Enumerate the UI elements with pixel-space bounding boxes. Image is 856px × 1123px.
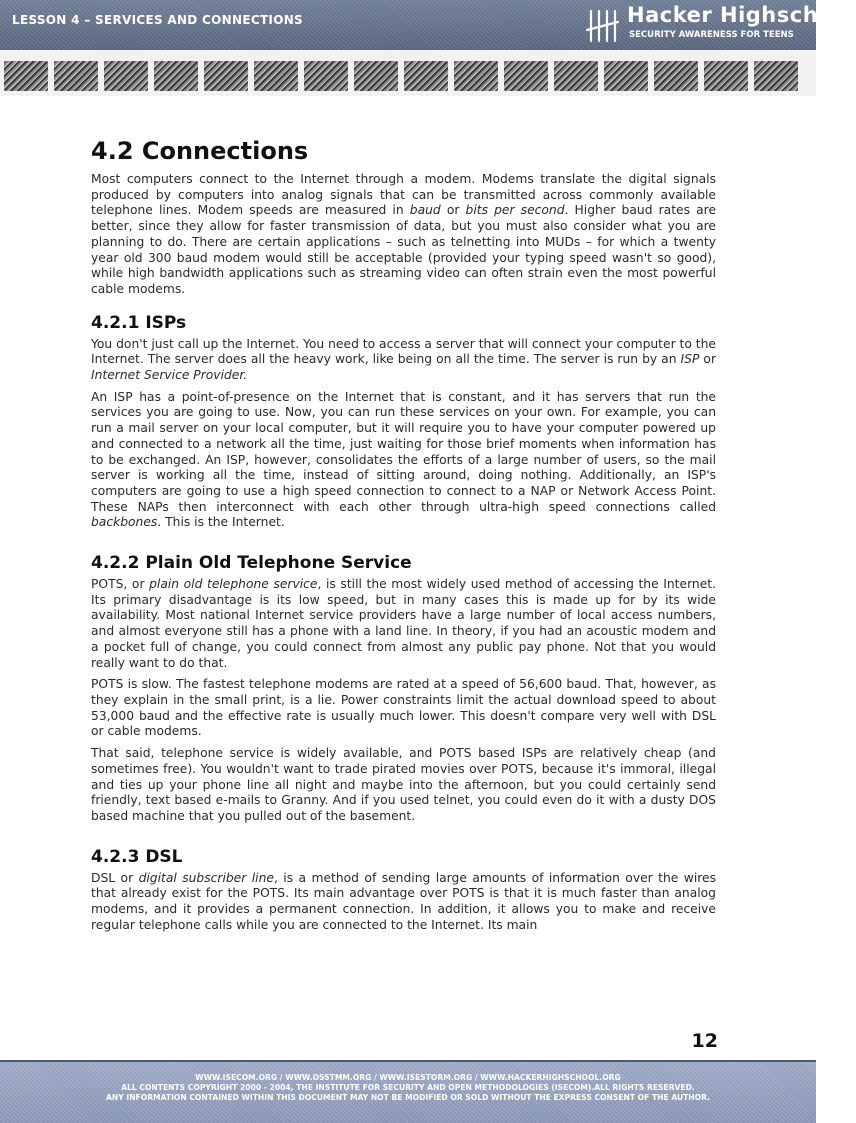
photo-thumbnail bbox=[354, 61, 398, 91]
emphasized-term: plain old telephone service bbox=[149, 577, 318, 592]
photo-strip bbox=[0, 50, 816, 96]
photo-thumbnail bbox=[154, 61, 198, 91]
lesson-title: LESSON 4 – SERVICES AND CONNECTIONS bbox=[12, 13, 303, 27]
emphasized-term: bits per second bbox=[465, 203, 565, 218]
hacker-highschool-logo bbox=[585, 3, 856, 48]
photo-thumbnail bbox=[104, 61, 148, 91]
footer-copyright: ALL CONTENTS COPYRIGHT 2000 - 2004, THE INSTITUTE FOR SECURITY AND OPEN METHODOLOGIES (ISECOM).ALL RIGHTS RESERVED. bbox=[121, 1083, 695, 1092]
photo-thumbnail bbox=[554, 61, 598, 91]
pots-paragraph-1: POTS, or plain old telephone service, is still the most widely used method of accessing the Internet. Its primary disadvantage is its low speed, but in many cases this is made up for by its wide availability. Most national Internet service providers have a large number of local access numbers, and almost everyone still has a phone with a land line. In theory, if you had an acoustic modem and a pocket full of change, you could connect from almost any public pay phone. Not that you would really want to do that. bbox=[91, 577, 716, 670]
pots-paragraph-3: That said, telephone service is widely available, and POTS based ISPs are relatively cheap (and sometimes free). You wouldn't want to trade pirated movies over POTS, because it's immoral, illegal and ties up your phone line all night and maybe into the afternoon, but you could certainly send friendly, text based e-mails to Granny. And if you used telnet, you could even do it with a dusty DOS based machine that you pulled out of the basement. bbox=[91, 746, 716, 823]
photo-thumbnail bbox=[754, 61, 798, 91]
photo-thumbnail bbox=[304, 61, 348, 91]
isps-paragraph-1: You don't just call up the Internet. You need to access a server that will connect your computer to the Internet. The server does all the heavy work, like being on all the time. The server is run by an ISP or Internet Service Provider. bbox=[91, 336, 717, 383]
page-number: 12 bbox=[691, 1030, 718, 1052]
photo-thumbnail bbox=[604, 61, 648, 91]
section-heading: 4.2 Connections bbox=[91, 137, 309, 165]
photo-thumbnail bbox=[704, 61, 748, 91]
logo-mark-icon bbox=[585, 8, 619, 44]
emphasized-term: digital subscriber line bbox=[138, 870, 274, 885]
dsl-heading: 4.2.3 DSL bbox=[91, 846, 183, 867]
emphasized-term: backbones bbox=[91, 515, 158, 530]
photo-thumbnail bbox=[654, 61, 698, 91]
footer-links: WWW.ISECOM.ORG / WWW.OSSTMM.ORG / WWW.ISESTORM.ORG / WWW.HACKERHIGHSCHOOL.ORG bbox=[195, 1073, 621, 1082]
photo-thumbnail bbox=[4, 61, 48, 91]
photo-thumbnail bbox=[254, 61, 298, 91]
pots-heading: 4.2.2 Plain Old Telephone Service bbox=[91, 553, 412, 574]
isps-heading: 4.2.1 ISPs bbox=[91, 312, 187, 333]
photo-thumbnail bbox=[54, 61, 98, 91]
header-banner bbox=[0, 0, 856, 50]
photo-thumbnail bbox=[204, 61, 248, 91]
photo-thumbnail bbox=[504, 61, 548, 91]
section-intro-paragraph: Most computers connect to the Internet through a modem. Modems translate the digital signals produced by computers into analog signals that can be transmitted across commonly available telephone lines. Modem speeds are measured in baud or bits per second. Higher baud rates are better, since they allow for faster transmission of data, but you must also consider what you are planning to do. There are certain applications – such as telnetting into MUDs – for which a twenty year old 300 baud modem would still be acceptable (provided your typing speed wasn't so good), while high bandwidth applications such as streaming video can often strain even the most powerful cable modems. bbox=[91, 172, 717, 296]
isps-paragraph-2: An ISP has a point-of-presence on the Internet that is constant, and it has servers that run the services you are going to use. Now, you can run these services on your own. For example, you can run a mail server on your local computer, but it will require you to have your computer powered up and connected to a network all the time, just waiting for those brief moments when information has to be exchanged. An ISP, however, consolidates the efforts of a large number of users, so the mail server is working all the time, instead of sitting around, doing nothing. Additionally, an ISP's computers are going to use a high speed connection to connect to a NAP or Network Access Point. These NAPs then interconnect with each other through ultra-high speed connections called backbones. This is the Internet. bbox=[91, 389, 716, 530]
emphasized-term: ISP bbox=[680, 352, 700, 367]
document-body bbox=[91, 136, 716, 939]
emphasized-term: Internet Service Provider. bbox=[91, 368, 248, 383]
logo-title: Hacker Highschool bbox=[627, 3, 856, 27]
emphasized-term: baud bbox=[409, 203, 441, 218]
pots-paragraph-2: POTS is slow. The fastest telephone modems are rated at a speed of 56,600 baud. That, however, as they explain in the small print, is a lie. Power constraints limit the actual download speed to about 53,000 baud and the effective rate is usually much lower. This doesn't compare very well with DSL or cable modems. bbox=[91, 677, 716, 739]
logo-subtitle: SECURITY AWARENESS FOR TEENS bbox=[629, 30, 794, 40]
footer-notice: ANY INFORMATION CONTAINED WITHIN THIS DOCUMENT MAY NOT BE MODIFIED OR SOLD WITHOUT THE EXPRESS CONSENT OF THE AUTHOR. bbox=[106, 1093, 710, 1102]
photo-thumbnail bbox=[454, 61, 498, 91]
photo-thumbnail bbox=[404, 61, 448, 91]
footer-banner bbox=[0, 1062, 816, 1123]
dsl-paragraph-1: DSL or digital subscriber line, is a method of sending large amounts of information over the wires that already exist for the POTS. Its main advantage over POTS is that it is much faster than analog modems, and it provides a permanent connection. In addition, it allows you to make and receive regular telephone calls while you are connected to the Internet. Its main bbox=[91, 870, 716, 932]
